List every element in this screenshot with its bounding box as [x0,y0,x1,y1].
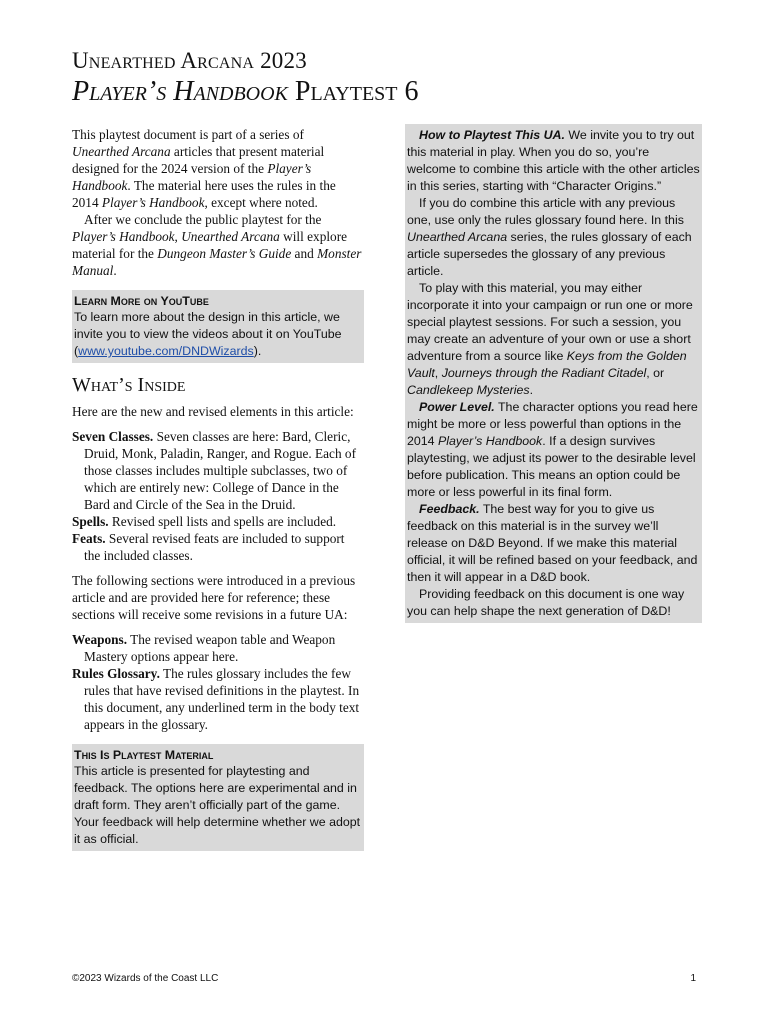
list-item: Seven Classes. Seven classes are here: Bard, Cleric, Druid, Monk, Paladin, Ranger, and Rogue. Each of those classes includes multiple subclasses, two of which are entirely new: College of Dance in the Bard and Circle of the Sea in the Druid. [72,429,356,512]
reference-sections-list [72,631,364,733]
youtube-sidebar-text: To learn more about the design in this article, we invite you to view the videos about it on YouTube (www.youtube.com/DNDWizards). [74,310,342,358]
whats-inside-intro: Here are the new and revised elements in this article: [72,404,354,419]
list-item: Spells. Revised spell lists and spells are included. [72,514,337,529]
page-footer [72,973,696,984]
series-title: Unearthed Arcana 2023 [72,48,307,73]
whats-inside-heading: What’s Inside [72,374,186,396]
playtest-paragraph: How to Playtest This UA. We invite you to try out this material in play. When you do so, you’re welcome to combine this article with the other articles in this series, starting with “Character Origins.” [407,128,700,193]
youtube-sidebar-title: Learn More on YouTube [74,294,209,308]
playtest-paragraph: Power Level. The character options you read here might be more or less powerful than options in the 2014 Player’s Handbook. If a design survives playtesting, we adjust its power to the desirable level before publication. This means an option could be more or less powerful in its final form. [407,400,698,499]
copyright: ©2023 Wizards of the Coast LLC [72,973,219,984]
youtube-sidebar [72,290,364,363]
list-item: Feats. Several revised feats are included to support the included classes. [72,531,345,563]
playtest-paragraph: To play with this material, you may either incorporate it into your campaign or run one or more special playtest sessions. For such a session, you may create an adventure of your own or use a short adventure from a source like Keys from the Golden Vault, Journeys through the Radiant Citadel, or Candlekeep Mysteries. [407,281,693,397]
how-to-playtest-sidebar [405,124,702,623]
intro-paragraph: This playtest document is part of a series of Unearthed Arcana articles that present material designed for the 2024 version of the Player’s Handbook. The material here uses the rules in the 2014 Player’s Handbook, except where noted. [72,127,336,210]
list-item: Weapons. The revised weapon table and Weapon Mastery options appear here. [72,632,336,664]
playtest-paragraph: Feedback. The best way for you to give us feedback on this material is in the survey we’ll release on D&D Beyond. If we make this material official, it will be refined based on your feedback, and then it will appear in a D&D book. [407,502,698,584]
intro-paragraph-2: After we conclude the public playtest for the Player’s Handbook, Unearthed Arcana will explore material for the Dungeon Master’s Guide and Monster Manual. [72,212,362,278]
playtest-sidebar-text: This article is presented for playtesting and feedback. The options here are experimental and in draft form. They aren’t officially part of the game. Your feedback will help determine whether we adopt it as official. [74,764,361,846]
page-number: 1 [690,973,696,984]
new-elements-list [72,428,364,564]
playtest-sidebar-title: This Is Playtest Material [74,748,214,762]
playtest-sidebar [72,744,364,851]
left-column [72,126,364,851]
playtest-paragraph: Providing feedback on this document is one way you can help shape the next generation of D&D! [407,587,685,618]
youtube-link[interactable]: www.youtube.com/DNDWizards [78,344,254,358]
document-title: Player’s Handbook Playtest 6 [72,76,419,107]
following-sections-paragraph: The following sections were introduced in a previous article and are provided here for reference; these sections will receive some revisions in a future UA: [72,573,356,622]
playtest-paragraph: If you do combine this article with any previous one, use only the rules glossary found here. In this Unearthed Arcana series, the rules glossary of each article supersedes the glossary of any previous article. [407,196,692,278]
list-item: Rules Glossary. The rules glossary includes the few rules that have revised definitions in the playtest. In this document, any underlined term in the body text appears in the glossary. [72,666,360,732]
